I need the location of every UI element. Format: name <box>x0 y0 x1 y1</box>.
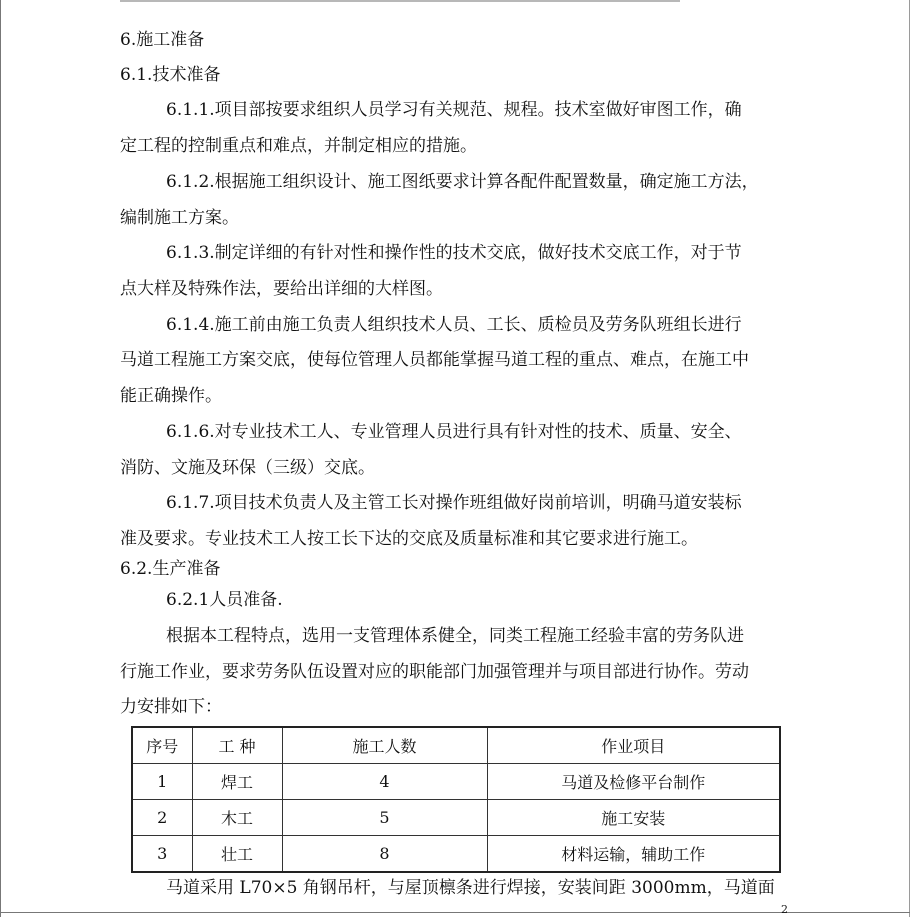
labor-allocation-table <box>131 726 781 873</box>
paragraph-6-1-3-line-2: 点大样及特殊作法，要给出详细的大样图。 <box>120 279 443 299</box>
paragraph-6-1-7-line-2: 准及要求。专业技术工人按工长下达的交底及质量标准和其它要求进行施工。 <box>120 529 698 549</box>
paragraph-6-1-2-line-2: 编制施工方案。 <box>120 208 239 228</box>
table-header-row <box>132 727 780 764</box>
heading-6-1: 6.1.技术准备 <box>120 65 221 85</box>
paragraph-6-2-1-line-3: 力安排如下： <box>120 697 222 717</box>
paragraph-6-1-4-line-3: 能正确操作。 <box>120 386 222 406</box>
paragraph-6-1-4-line-2: 马道工程施工方案交底，使每位管理人员都能掌握马道工程的重点、难点，在施工中 <box>120 350 749 370</box>
cell-trade: 焊工 <box>192 764 282 800</box>
heading-6: 6.施工准备 <box>120 30 205 50</box>
header-cell-headcount: 施工人数 <box>282 727 487 764</box>
table-row <box>132 764 780 800</box>
header-cell-trade: 工 种 <box>192 727 282 764</box>
cell-index: 1 <box>132 764 192 800</box>
trailing-paragraph-line: 马道采用 L70×5 角钢吊杆，与屋顶檩条进行焊接，安装间距 3000mm，马道面 <box>166 878 775 898</box>
paragraph-6-1-7-line-1: 6.1.7.项目技术负责人及主管工长对操作班组做好岗前培训，明确马道安装标 <box>166 493 742 513</box>
paragraph-6-1-1-line-2: 定工程的控制重点和难点，并制定相应的措施。 <box>120 136 477 156</box>
cell-trade: 木工 <box>192 800 282 836</box>
paragraph-6-1-4-line-1: 6.1.4.施工前由施工负责人组织技术人员、工长、质检员及劳务队班组长进行 <box>166 315 742 335</box>
cell-trade: 壮工 <box>192 836 282 873</box>
heading-6-2: 6.2.生产准备 <box>120 559 221 579</box>
cell-headcount: 4 <box>282 764 487 800</box>
page-bottom-edge <box>0 912 910 913</box>
header-cell-index: 序号 <box>132 727 192 764</box>
paragraph-6-1-1-line-1: 6.1.1.项目部按要求组织人员学习有关规范、规程。技术室做好审图工作，确 <box>166 100 742 120</box>
cut-off-text-fragment <box>120 0 680 2</box>
cell-work-item: 材料运输，辅助工作 <box>487 836 780 873</box>
heading-6-2-1: 6.2.1人员准备. <box>166 590 283 610</box>
cell-headcount: 5 <box>282 800 487 836</box>
table-row <box>132 836 780 873</box>
page-number: 2 <box>781 903 788 916</box>
cell-work-item: 施工安装 <box>487 800 780 836</box>
cell-index: 2 <box>132 800 192 836</box>
paragraph-6-1-3-line-1: 6.1.3.制定详细的有针对性和操作性的技术交底，做好技术交底工作，对于节 <box>166 243 742 263</box>
table-row <box>132 800 780 836</box>
cell-headcount: 8 <box>282 836 487 873</box>
header-cell-work-item: 作业项目 <box>487 727 780 764</box>
paragraph-6-1-2-line-1: 6.1.2.根据施工组织设计、施工图纸要求计算各配件配置数量，确定施工方法， <box>166 172 759 192</box>
cell-work-item: 马道及检修平台制作 <box>487 764 780 800</box>
paragraph-6-2-1-line-1: 根据本工程特点，选用一支管理体系健全，同类工程施工经验丰富的劳务队进 <box>166 626 744 646</box>
page-left-edge <box>0 0 1 917</box>
paragraph-6-1-6-line-1: 6.1.6.对专业技术工人、专业管理人员进行具有针对性的技术、质量、安全、 <box>166 422 742 442</box>
paragraph-6-1-6-line-2: 消防、文施及环保（三级）交底。 <box>120 458 375 478</box>
paragraph-6-2-1-line-2: 行施工作业，要求劳务队伍设置对应的职能部门加强管理并与项目部进行协作。劳动 <box>120 662 749 682</box>
cell-index: 3 <box>132 836 192 873</box>
